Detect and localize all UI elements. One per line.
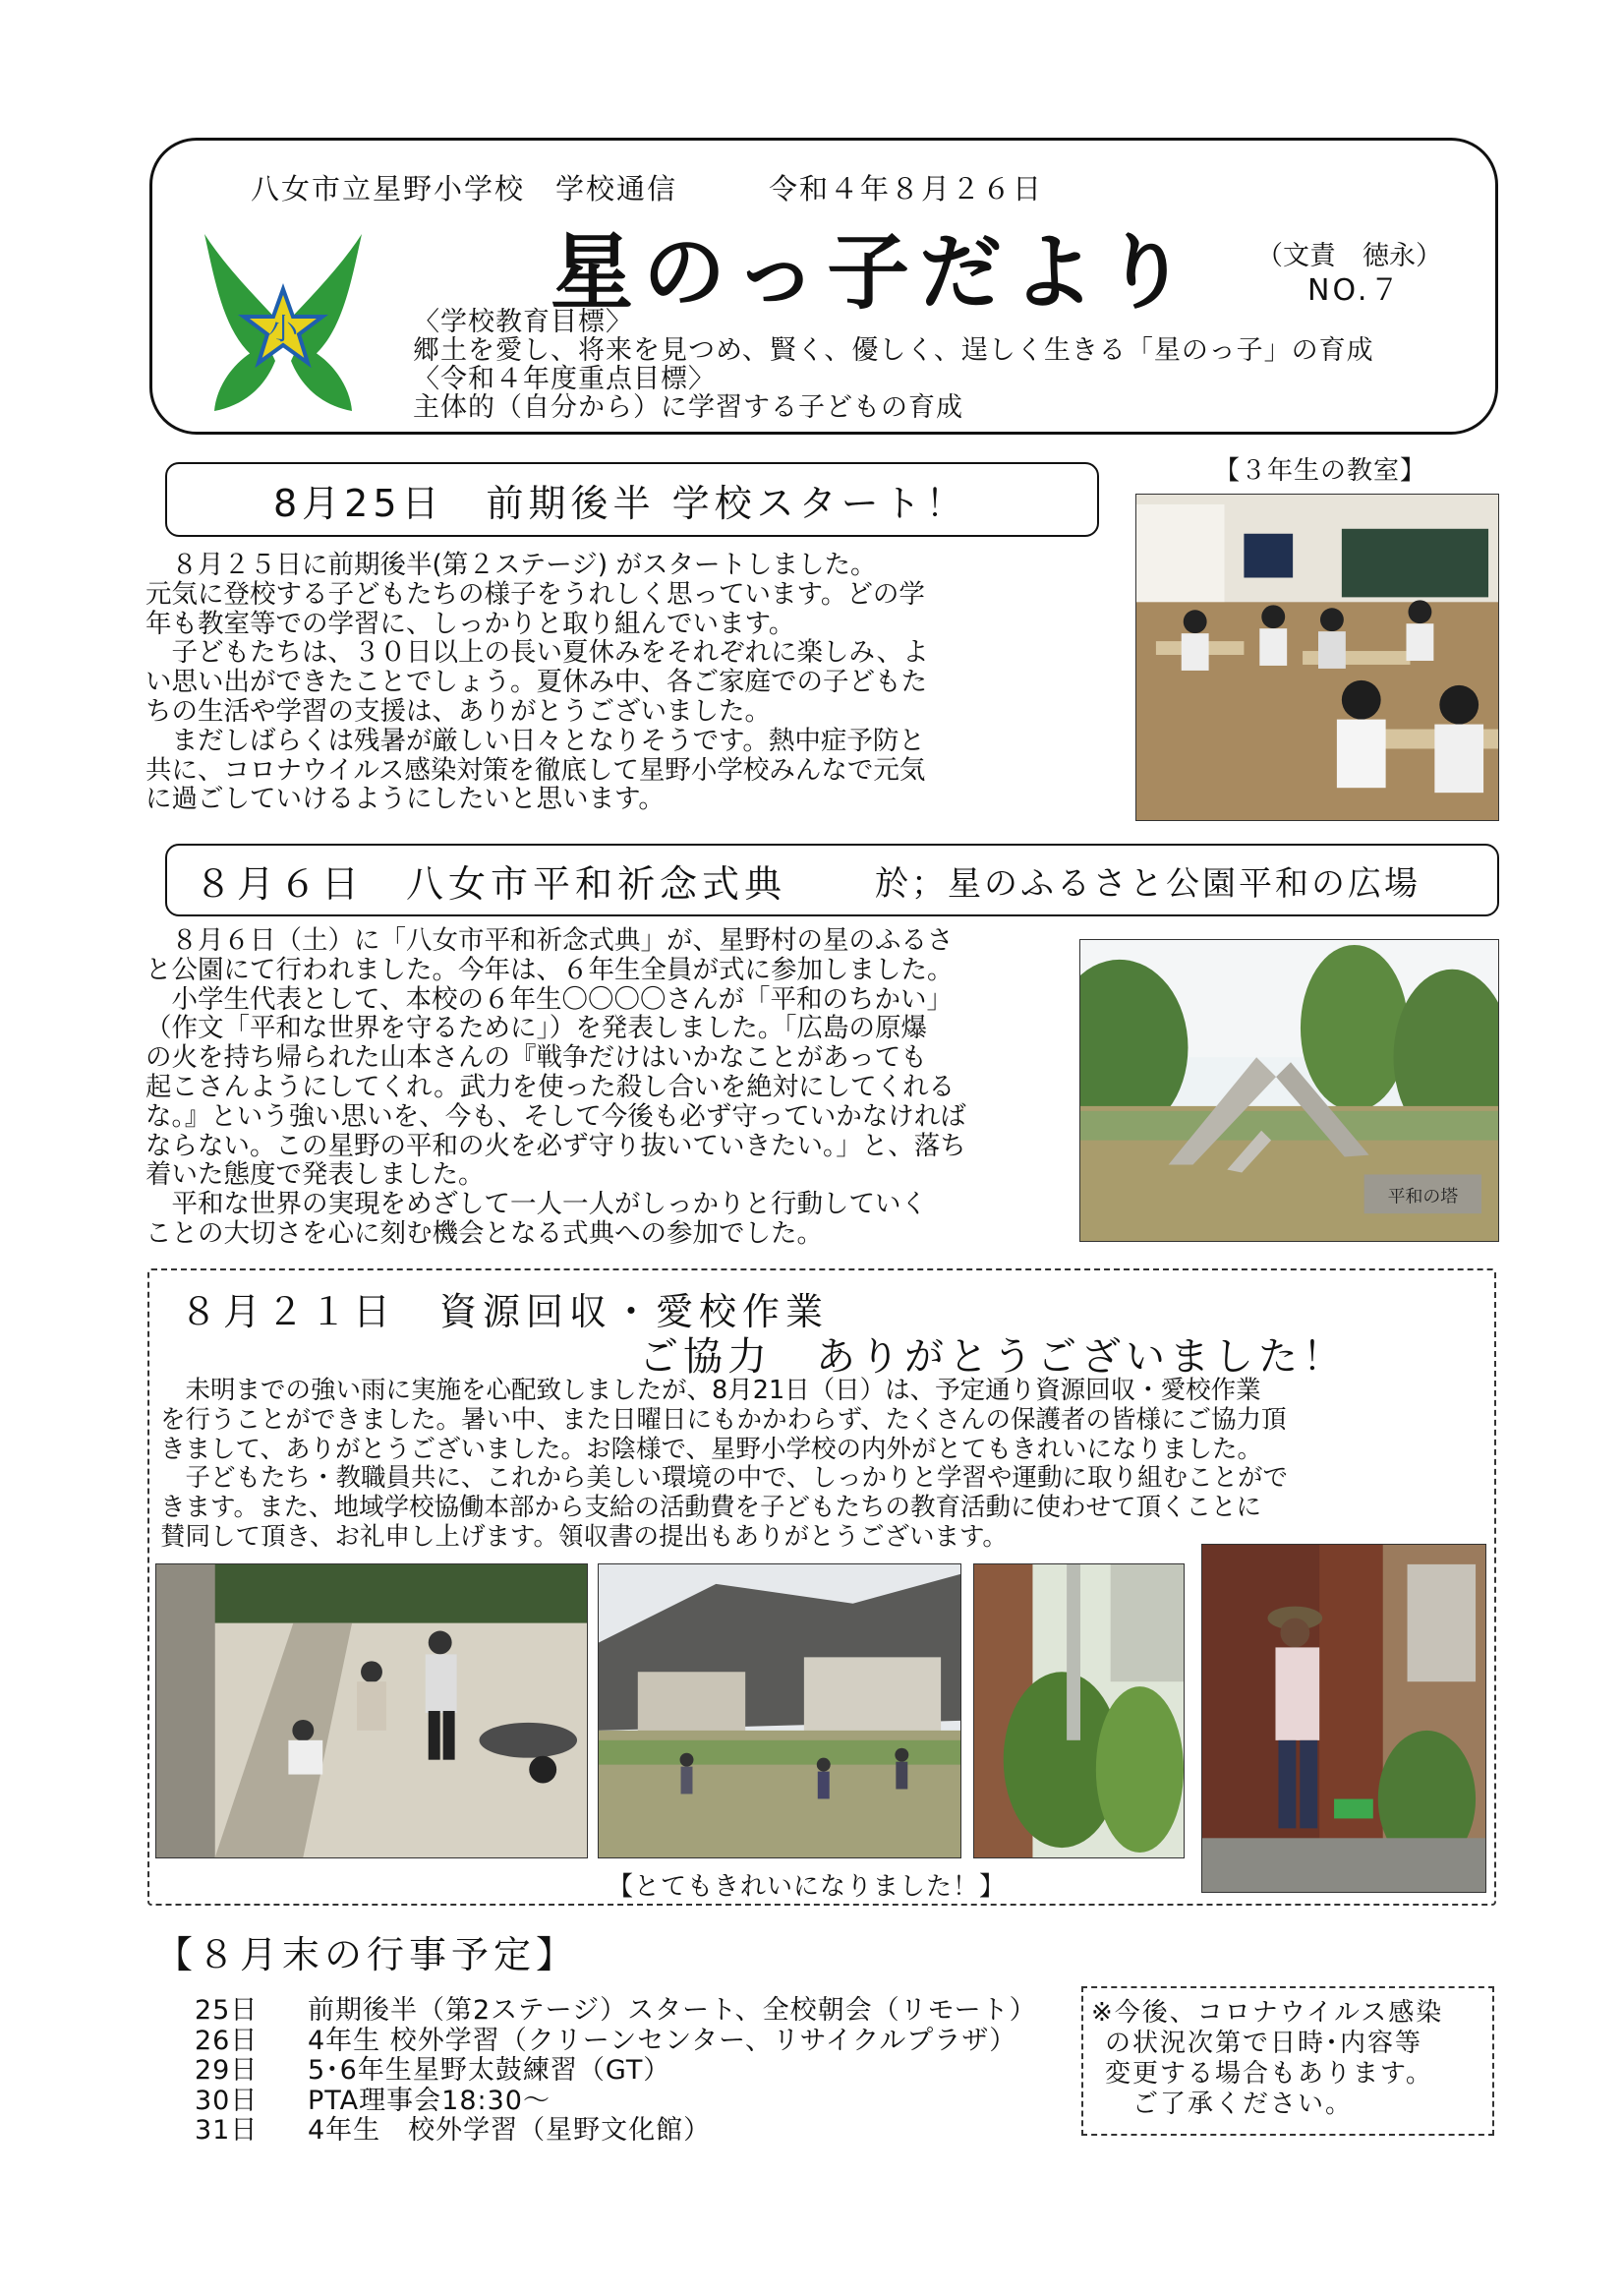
classroom-photo-caption: 【３年生の教室】	[1214, 456, 1427, 486]
newsletter-title: 星のっ子だより	[551, 223, 1197, 321]
cleanup-photo-field	[598, 1563, 961, 1858]
section1-body: ８月２５日に前期後半(第２ステージ) がスタートしました。 元気に登校する子どもたちの様子をうれしく思っています。どの学 年も教室等での学習に、しっかりと取り組んでいます。 子どもたちは、３０日以上の長い夏休みをそれぞれに楽しみ、よ い思い出ができたことでしょう。夏休み中、各ご家庭での子どもた ちの生活や学習の支援は、ありがとうございました。 まだしばらくは残暑が厳しい日々となりそうです。熱中症予防と 共に、コロナウイルス感染対策を徹底して星野小学校みんなで元気 に過ごしていけるようにしたいと思います。	[145, 550, 929, 815]
goal-heading: 〈学校教育目標〉	[413, 307, 633, 337]
cleanup-photo-entrance	[1201, 1544, 1486, 1893]
section3-subheading: ご協力 ありがとうございました！	[639, 1334, 1347, 1380]
event-location: 於；星のふるさと公園平和の広場	[875, 863, 1421, 904]
focus-heading: 〈令和４年度重点目標〉	[413, 364, 716, 394]
focus-text: 主体的（自分から）に学習する子どもの育成	[413, 392, 963, 423]
monument-label: 平和の塔	[1387, 1186, 1459, 1207]
schedule-item: 31日 4年生 校外学習（星野文化館）	[195, 2115, 712, 2146]
section1-heading	[165, 462, 1099, 537]
school-logo-icon	[197, 228, 369, 415]
schedule-item: 25日 前期後半（第2ステージ）スタート、全校朝会（リモート）	[195, 1995, 1037, 2026]
school-line: 八女市立星野小学校 学校通信 令和４年８月２６日	[251, 172, 1044, 206]
section3-heading: ８月２１日 資源回収・愛校作業	[180, 1290, 830, 1333]
issue-number: NO.７	[1307, 273, 1403, 308]
schedule-list	[195, 1996, 1037, 2147]
goal-text: 郷土を愛し、将来を見つめ、賢く、優しく、逞しく生きる「星のっ子」の育成	[413, 335, 1374, 366]
schedule-heading: 【８月末の行事予定】	[155, 1933, 579, 1976]
section3-body: 未明までの強い雨に実施を心配致しましたが、8月21日（日）は、予定通り資源回収・愛校作業 を行うことができました。暑い中、また日曜日にもかかわらず、たくさんの保護者の皆様にご協力頂 きまして、ありがとうございました。お陰様で、星野小学校の内外がとてもきれいになりました。 子どもたち・教職員共に、これから美しい環境の中で、しっかりと学習や運動に取り組むことがで きます。また、地域学校協働本部から支給の活動費を子どもたちの教育活動に使わせて頂くことに 賛同して頂き、お礼申し上げます。領収書の提出もありがとうございます。	[160, 1376, 1288, 1552]
section2-body: ８月６日（土）に「八女市平和祈念式典」が、星野村の星のふるさ と公園にて行われました。今年は、６年生全員が式に参加しました。 小学生代表として、本校の６年生〇〇〇〇さんが「平和のちかい」 （作文「平和な世界を守るために」）を発表しました。「広島の原爆 の火を持ち帰られた山本さんの『戦争だけはいかなことがあっても 起こさんようにしてくれ。武力を使った殺し合いを絶対にしてくれる な。』という強い思いを、今も、そして今後も必ず守っていかなければ ならない。この星野の平和の火を必ず守り抜いていきたい。」と、落ち 着いた態度で発表しました。 平和な世界の実現をめざして一人一人がしっかりと行動していく ことの大切さを心に刻む機会となる式典への参加でした。	[145, 925, 966, 1249]
svg-text:小: 小	[268, 313, 298, 347]
section2-heading	[165, 844, 1499, 916]
schedule-item: 30日 PTA理事会18:30～	[195, 2085, 551, 2116]
schedule-item: 26日 4年生 校外学習（クリーンセンター、リサイクルプラザ）	[195, 2025, 1017, 2056]
section2-heading-text: ８月６日 八女市平和祈念式典	[195, 861, 787, 906]
cleanup-photo-gutter	[155, 1563, 588, 1858]
cleanup-photo-garden	[973, 1563, 1185, 1858]
notice-text: ※今後、コロナウイルス感染 の状況次第で日時･内容等 変更する場合もあります。 ご了承ください。	[1091, 1998, 1444, 2119]
author-credit: （文責 徳永）	[1256, 241, 1442, 271]
classroom-photo	[1135, 494, 1499, 821]
peace-monument-photo	[1079, 939, 1499, 1242]
section1-heading-text: 8月25日 前期後半 学校スタート！	[273, 481, 968, 525]
schedule-item: 29日 5･6年生星野太鼓練習（GT）	[195, 2055, 671, 2086]
cleanup-photo-caption: 【とてもきれいになりました！】	[608, 1872, 1007, 1902]
